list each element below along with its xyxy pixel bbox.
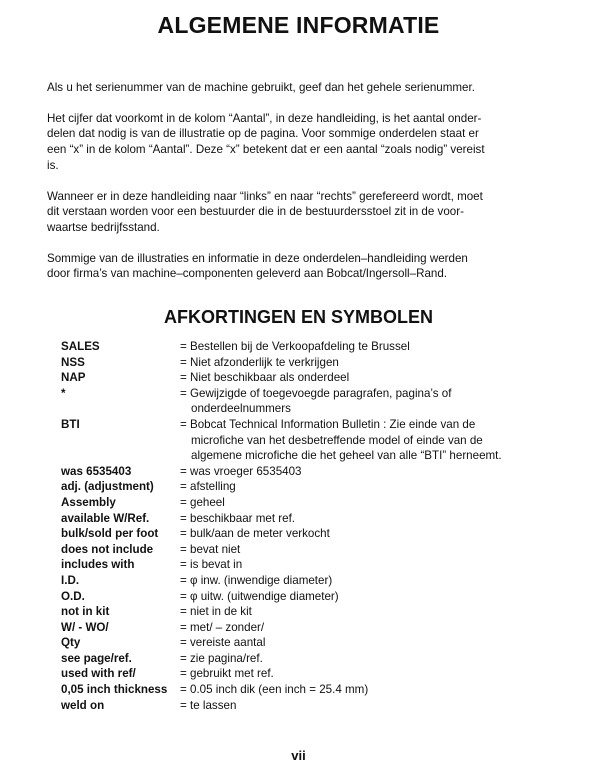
abbreviation-row bbox=[61, 511, 541, 527]
abbreviation-definition bbox=[180, 557, 541, 573]
definition-line: = afstelling bbox=[180, 480, 236, 494]
paragraph-line: Als u het serienummer van de machine gebruikt, geef dan het gehele serienummer. bbox=[47, 81, 475, 94]
abbreviation-row bbox=[61, 698, 541, 714]
abbreviation-definition bbox=[180, 542, 541, 558]
abbreviation-row bbox=[61, 495, 541, 511]
definition-line: onderdeelnummers bbox=[191, 402, 291, 416]
abbreviation-row bbox=[61, 557, 541, 573]
abbreviation-term: SALES bbox=[61, 340, 100, 353]
abbreviation-definition bbox=[180, 635, 541, 651]
definition-line: = met/ – zonder/ bbox=[180, 620, 265, 634]
definition-line: = beschikbaar met ref. bbox=[180, 511, 296, 525]
abbreviation-definition bbox=[180, 370, 541, 386]
definition-line: = vereiste aantal bbox=[180, 636, 266, 650]
definition-line: = Gewijzigde of toegevoegde paragrafen, pagina’s of bbox=[180, 386, 452, 400]
abbreviation-term: * bbox=[61, 386, 66, 400]
definition-line: = Bobcat Technical Information Bulletin : Zie einde van de bbox=[180, 417, 476, 431]
paragraph-line: dit verstaan worden voor een bestuurder die in de bestuurdersstoel zit in de voor- bbox=[47, 205, 464, 219]
definition-line: = φ inw. (inwendige diameter) bbox=[180, 573, 333, 587]
abbreviation-term: was 6535403 bbox=[61, 464, 132, 478]
abbreviation-definition bbox=[180, 495, 541, 511]
definition-line: algemene microfiche die het geheel van alle “BTI” herneemt. bbox=[191, 449, 502, 463]
definition-line: = 0.05 inch dik (een inch = 25.4 mm) bbox=[180, 683, 369, 697]
abbreviation-term: NAP bbox=[61, 371, 86, 385]
abbreviation-row bbox=[61, 635, 541, 651]
definition-line: = bevat niet bbox=[180, 542, 241, 556]
abbreviation-definition bbox=[180, 511, 541, 527]
abbreviation-definition bbox=[180, 682, 541, 698]
paragraph bbox=[47, 80, 552, 96]
paragraph-line: door firma’s van machine–componenten geleverd aan Bobcat/Ingersoll–Rand. bbox=[47, 267, 448, 281]
abbreviation-list bbox=[61, 339, 541, 713]
abbreviation-definition bbox=[180, 386, 541, 417]
definition-line: = zie pagina/ref. bbox=[180, 651, 263, 665]
abbreviation-definition bbox=[180, 479, 541, 495]
abbreviation-row bbox=[61, 417, 541, 464]
abbreviation-definition bbox=[180, 620, 541, 636]
abbreviation-term: I.D. bbox=[61, 573, 80, 587]
paragraph-line: delen dat nodig is van de illustratie op de pagina. Voor sommige onderdelen staat er bbox=[47, 127, 479, 141]
paragraph-line: Het cijfer dat voorkomt in de kolom “Aantal”, in deze handleiding, is het aantal onder- bbox=[47, 111, 482, 125]
abbreviation-row bbox=[61, 573, 541, 589]
definition-line: = Niet afzonderlijk te verkrijgen bbox=[180, 355, 339, 369]
abbreviation-row bbox=[61, 589, 541, 605]
page-title: ALGEMENE INFORMATIE bbox=[157, 12, 440, 38]
abbreviation-term: 0,05 inch thickness bbox=[61, 683, 168, 697]
abbreviation-definition bbox=[180, 339, 541, 355]
definition-line: = te lassen bbox=[180, 698, 237, 712]
abbreviation-row bbox=[61, 620, 541, 636]
abbreviation-row bbox=[61, 604, 541, 620]
definition-line: = niet in de kit bbox=[180, 605, 252, 619]
abbreviation-term: O.D. bbox=[61, 589, 85, 603]
intro-paragraphs bbox=[47, 80, 552, 297]
abbreviation-row bbox=[61, 479, 541, 495]
abbreviation-row bbox=[61, 464, 541, 480]
abbreviation-definition bbox=[180, 573, 541, 589]
abbreviation-row bbox=[61, 386, 541, 417]
abbreviation-term: weld on bbox=[61, 698, 105, 712]
paragraph-line: waartse bedrijfsstand. bbox=[47, 220, 160, 234]
definition-line: = gebruikt met ref. bbox=[180, 667, 274, 681]
definition-line: = φ uitw. (uitwendige diameter) bbox=[180, 589, 339, 603]
abbreviation-row bbox=[61, 355, 541, 371]
abbreviation-term: NSS bbox=[61, 355, 85, 369]
paragraph-line: Sommige van de illustraties en informatie in deze onderdelen–handleiding werden bbox=[47, 251, 468, 265]
abbreviation-row bbox=[61, 542, 541, 558]
definition-line: = Niet beschikbaar als onderdeel bbox=[180, 371, 350, 385]
abbreviation-row bbox=[61, 651, 541, 667]
section-title: AFKORTINGEN EN SYMBOLEN bbox=[163, 307, 433, 327]
abbreviation-definition bbox=[180, 464, 541, 480]
abbreviation-row bbox=[61, 370, 541, 386]
definition-line: microfiche van het desbetreffende model of einde van de bbox=[191, 433, 483, 447]
abbreviation-row bbox=[61, 666, 541, 682]
abbreviation-term: Assembly bbox=[61, 495, 116, 509]
page-number: vii bbox=[291, 748, 306, 763]
abbreviation-term: W/ - WO/ bbox=[61, 620, 109, 634]
abbreviation-definition bbox=[180, 604, 541, 620]
definition-line: = is bevat in bbox=[180, 558, 243, 572]
abbreviation-row bbox=[61, 682, 541, 698]
abbreviation-term: bulk/sold per foot bbox=[61, 527, 159, 541]
abbreviation-term: see page/ref. bbox=[61, 651, 132, 665]
paragraph bbox=[47, 111, 552, 174]
abbreviation-row bbox=[61, 526, 541, 542]
abbreviation-definition bbox=[180, 526, 541, 542]
paragraph bbox=[47, 251, 552, 282]
abbreviation-term: includes with bbox=[61, 558, 135, 572]
abbreviation-term: available W/Ref. bbox=[61, 511, 150, 525]
abbreviation-term: BTI bbox=[61, 417, 80, 431]
abbreviation-term: does not include bbox=[61, 542, 154, 556]
definition-line: = was vroeger 6535403 bbox=[180, 464, 302, 478]
abbreviation-definition bbox=[180, 589, 541, 605]
abbreviation-row bbox=[61, 339, 541, 355]
abbreviation-definition bbox=[180, 417, 541, 464]
abbreviation-definition bbox=[180, 651, 541, 667]
abbreviation-definition bbox=[180, 666, 541, 682]
abbreviation-definition bbox=[180, 355, 541, 371]
definition-line: = bulk/aan de meter verkocht bbox=[180, 527, 330, 541]
definition-line: = Bestellen bij de Verkoopafdeling te Brussel bbox=[180, 340, 410, 353]
paragraph-line: een “x” in de kolom “Aantal”. Deze “x” betekent dat er een aantal “zoals nodig” vereist bbox=[47, 143, 485, 157]
abbreviation-definition bbox=[180, 698, 541, 714]
abbreviation-term: used with ref/ bbox=[61, 667, 136, 681]
abbreviation-term: not in kit bbox=[61, 605, 110, 619]
definition-line: = geheel bbox=[180, 495, 225, 509]
paragraph-line: is. bbox=[47, 158, 59, 172]
abbreviation-term: Qty bbox=[61, 636, 81, 650]
paragraph bbox=[47, 189, 552, 236]
abbreviation-term: adj. (adjustment) bbox=[61, 480, 154, 494]
paragraph-line: Wanneer er in deze handleiding naar “links” en naar “rechts” gerefereerd wordt, moet bbox=[47, 189, 483, 203]
